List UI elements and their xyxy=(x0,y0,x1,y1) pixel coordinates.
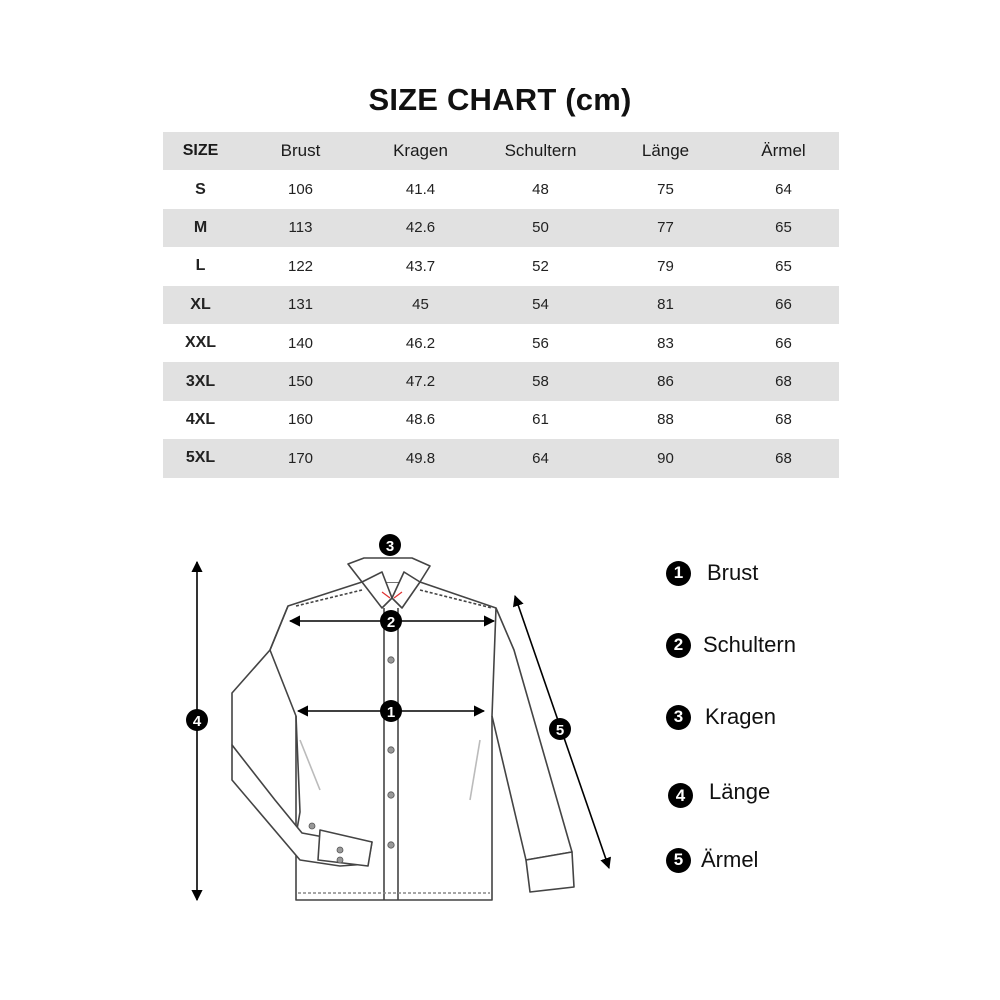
shirt-outline xyxy=(232,558,574,900)
cell-kragen: 42.6 xyxy=(363,209,478,247)
cell-brust: 106 xyxy=(287,181,314,199)
legend-item-aermel xyxy=(666,847,758,873)
cell-laenge: 83 xyxy=(657,334,674,352)
legend-label: Brust xyxy=(707,560,759,585)
cell-brust: 122 xyxy=(287,257,314,275)
cell-schultern: 61 xyxy=(532,411,549,429)
cell-brust: 160 xyxy=(287,411,314,429)
cell-schultern: 52 xyxy=(532,257,549,275)
cell-brust: 113 xyxy=(238,209,363,247)
collar xyxy=(348,558,430,582)
cell-kragen: 49.8 xyxy=(363,439,478,477)
cell-aermel: 64 xyxy=(775,181,792,199)
cell-kragen: 41.4 xyxy=(405,181,436,199)
legend-label: Länge xyxy=(709,778,771,804)
legend-item-kragen xyxy=(666,704,776,730)
legend-number: 5 xyxy=(666,848,691,873)
cell-aermel: 65 xyxy=(775,257,792,275)
cell-laenge: 79 xyxy=(657,257,674,275)
legend-number: 1 xyxy=(666,561,691,586)
legend-label: Schultern xyxy=(703,632,796,657)
marker-brust-label: 1 xyxy=(386,704,396,721)
cell-size: M xyxy=(163,209,238,247)
cell-schultern: 56 xyxy=(532,334,549,352)
cuff-button xyxy=(337,847,343,853)
header-aermel: Ärmel xyxy=(728,132,839,170)
header-laenge: Länge xyxy=(603,132,728,170)
cell-brust: 131 xyxy=(238,286,363,324)
header-size: SIZE xyxy=(163,132,238,170)
cell-aermel: 66 xyxy=(775,334,792,352)
button xyxy=(388,792,394,798)
cell-aermel: 66 xyxy=(728,286,839,324)
cell-aermel: 68 xyxy=(728,362,839,400)
cell-kragen: 48.6 xyxy=(405,411,436,429)
legend-item-laenge xyxy=(668,775,770,808)
right-cuff xyxy=(526,852,574,892)
cell-kragen: 43.7 xyxy=(405,257,436,275)
cuff-button xyxy=(337,857,343,863)
legend-label: Ärmel xyxy=(701,847,759,872)
cell-laenge: 86 xyxy=(603,362,728,400)
marker-laenge-label: 4 xyxy=(192,713,202,730)
legend-label: Kragen xyxy=(705,704,776,729)
cell-laenge: 77 xyxy=(603,209,728,247)
cell-laenge: 81 xyxy=(603,286,728,324)
cell-kragen: 45 xyxy=(363,286,478,324)
cell-brust: 170 xyxy=(238,439,363,477)
cuff-button xyxy=(309,823,315,829)
legend-number: 4 xyxy=(668,783,693,808)
cell-schultern: 50 xyxy=(478,209,603,247)
legend-number: 3 xyxy=(666,705,691,730)
button xyxy=(388,657,394,663)
cell-laenge: 90 xyxy=(603,439,728,477)
marker-brust xyxy=(380,700,402,722)
button xyxy=(388,747,394,753)
cell-size: L xyxy=(195,257,206,275)
cell-size: XL xyxy=(163,286,238,324)
marker-aermel xyxy=(549,718,571,740)
cell-aermel: 68 xyxy=(728,439,839,477)
cell-laenge: 88 xyxy=(657,411,674,429)
cell-kragen: 47.2 xyxy=(363,362,478,400)
cell-aermel: 68 xyxy=(775,411,792,429)
header-kragen: Kragen xyxy=(363,132,478,170)
cell-size: XXL xyxy=(184,334,217,352)
cell-schultern: 48 xyxy=(532,181,549,199)
cell-size: S xyxy=(195,180,206,198)
cell-brust: 140 xyxy=(287,334,314,352)
page-title: SIZE CHART (cm) xyxy=(368,82,632,117)
cell-laenge: 75 xyxy=(657,181,674,199)
legend-item-schultern xyxy=(666,632,796,658)
marker-schultern-label: 2 xyxy=(386,614,396,631)
cell-schultern: 64 xyxy=(478,439,603,477)
marker-schultern xyxy=(380,610,402,632)
legend-number: 2 xyxy=(666,633,691,658)
marker-aermel-label: 5 xyxy=(555,722,565,739)
marker-kragen-label: 3 xyxy=(385,538,395,555)
cell-size: 4XL xyxy=(185,410,216,428)
header-schultern: Schultern xyxy=(478,132,603,170)
cell-aermel: 65 xyxy=(728,209,839,247)
cell-size: 5XL xyxy=(163,439,238,477)
cell-brust: 150 xyxy=(238,362,363,400)
cell-schultern: 58 xyxy=(478,362,603,400)
cell-size: 3XL xyxy=(163,362,238,400)
marker-kragen xyxy=(379,534,401,556)
cell-kragen: 46.2 xyxy=(405,334,436,352)
legend-item-brust xyxy=(666,560,758,586)
marker-laenge xyxy=(186,709,208,731)
button xyxy=(388,842,394,848)
cell-schultern: 54 xyxy=(478,286,603,324)
header-brust: Brust xyxy=(238,132,363,170)
